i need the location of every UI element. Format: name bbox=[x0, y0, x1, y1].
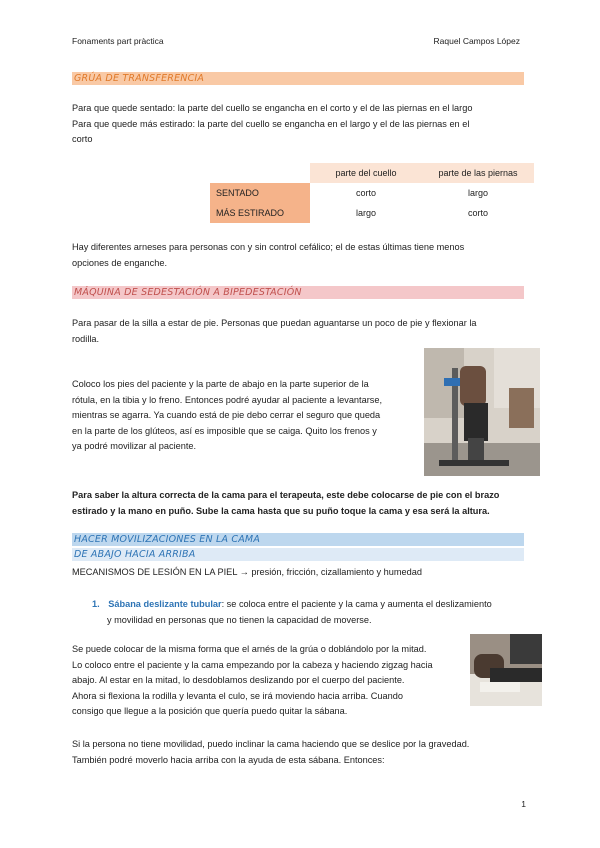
text-line: ya podré movilizar al paciente. bbox=[72, 441, 197, 451]
text-line: Para saber la altura correcta de la cama para el terapeuta, este debe colocarse de pie con el brazo bbox=[72, 490, 500, 500]
text-line: Se puede colocar de la misma forma que el arnés de la grúa o doblándolo por la mitad. bbox=[72, 644, 427, 654]
list-item-text: y movilidad en personas que no tienen la capacidad de moverse. bbox=[107, 614, 372, 625]
text-line: abajo. Al estar en la mitad, lo desdoblamos deslizando por el cuerpo del paciente. bbox=[72, 675, 405, 685]
table-corner bbox=[210, 163, 310, 183]
section-title-grua: GRÚA DE TRANSFERENCIA bbox=[72, 72, 524, 85]
table-row-label: SENTADO bbox=[210, 183, 310, 203]
standing-machine-photo bbox=[424, 348, 540, 476]
text-line: rodilla. bbox=[72, 333, 100, 344]
page-number: 1 bbox=[521, 799, 526, 809]
text-line: estirado y la mano en puño. Sube la cama hasta que su puño toque la cama y esa será la altura. bbox=[72, 505, 490, 516]
table-header: parte del cuello bbox=[310, 163, 422, 183]
section1-after-text bbox=[72, 240, 464, 271]
text-line: mientras se agarra. Ya cuando está de pie debo cerrar el seguro que queda bbox=[72, 410, 381, 420]
header-right: Raquel Campos López bbox=[433, 36, 520, 46]
table-row-label: MÁS ESTIRADO bbox=[210, 203, 310, 223]
text-line: Para que quede más estirado: la parte del cuello se engancha en el largo y el de las piernas en el bbox=[72, 118, 470, 129]
transfer-table bbox=[210, 163, 534, 223]
list-item-text: : se coloca entre el paciente y la cama y aumenta el deslizamiento bbox=[221, 599, 492, 609]
mechanisms-text: MECANISMOS DE LESIÓN EN LA PIEL → presión, fricción, cizallamiento y humedad bbox=[72, 567, 422, 577]
header-left: Fonaments part pràctica bbox=[72, 36, 164, 46]
table-cell: largo bbox=[467, 188, 488, 198]
text-line: Ahora si flexiona la rodilla y levanta el culo, se irá moviendo hacia arriba. Cuando bbox=[72, 690, 403, 701]
table-cell: corto bbox=[355, 188, 376, 198]
list-item-sabana bbox=[92, 597, 492, 628]
sliding-sheet-photo bbox=[470, 634, 542, 706]
text-line: Coloco los pies del paciente y la parte de abajo en la parte superior de la bbox=[72, 379, 369, 389]
section-title-maquina: MÁQUINA DE SEDESTACIÓN A BIPEDESTACIÓN bbox=[72, 286, 524, 299]
table-cell: largo bbox=[355, 208, 376, 218]
text-line: rótula, en la tibia y lo freno. Entonces podré ayudar al paciente a levantarse, bbox=[72, 394, 383, 405]
list-number: 1. bbox=[92, 599, 100, 609]
table-header: parte de las piernas bbox=[422, 163, 534, 183]
text-line: Para pasar de la silla a estar de pie. Personas que puedan aguantarse un poco de pie y flexionar la bbox=[72, 318, 477, 328]
text-line: consigo que llegue a la posición que quería puedo quitar la sábana. bbox=[72, 706, 348, 716]
standing-machine-illustration bbox=[424, 348, 540, 476]
table-cell: corto bbox=[467, 208, 488, 218]
section3-final bbox=[72, 737, 469, 768]
section2-bold bbox=[72, 488, 499, 519]
text-line: También podré moverlo hacia arriba con la ayuda de esta sábana. Entonces: bbox=[72, 754, 385, 765]
section-subtitle-abajo-arriba: DE ABAJO HACIA ARRIBA bbox=[72, 548, 524, 561]
text-line: en la parte de los glúteos, así es imposible que se caiga. Quito los frenos y bbox=[72, 425, 377, 436]
text-line: corto bbox=[72, 134, 93, 144]
section1-text bbox=[72, 101, 472, 148]
section2-body bbox=[72, 377, 382, 455]
text-line: Si la persona no tiene movilidad, puedo inclinar la cama haciendo que se deslice por la gravedad. bbox=[72, 739, 470, 749]
sliding-sheet-illustration bbox=[470, 634, 542, 706]
section2-intro bbox=[72, 316, 477, 347]
list-item-title: Sábana deslizante tubular bbox=[108, 599, 222, 609]
text-line: opciones de enganche. bbox=[72, 257, 168, 268]
text-line: Hay diferentes arneses para personas con y sin control cefálico; el de estas últimas tiene menos bbox=[72, 242, 465, 252]
section3-body bbox=[72, 642, 433, 720]
text-line: Lo coloco entre el paciente y la cama empezando por la cabeza y haciendo zigzag hacia bbox=[72, 659, 433, 670]
section-title-movilizaciones: HACER MOVILIZACIONES EN LA CAMA bbox=[72, 533, 524, 546]
text-line: Para que quede sentado: la parte del cuello se engancha en el corto y el de las piernas en el largo bbox=[72, 103, 473, 113]
